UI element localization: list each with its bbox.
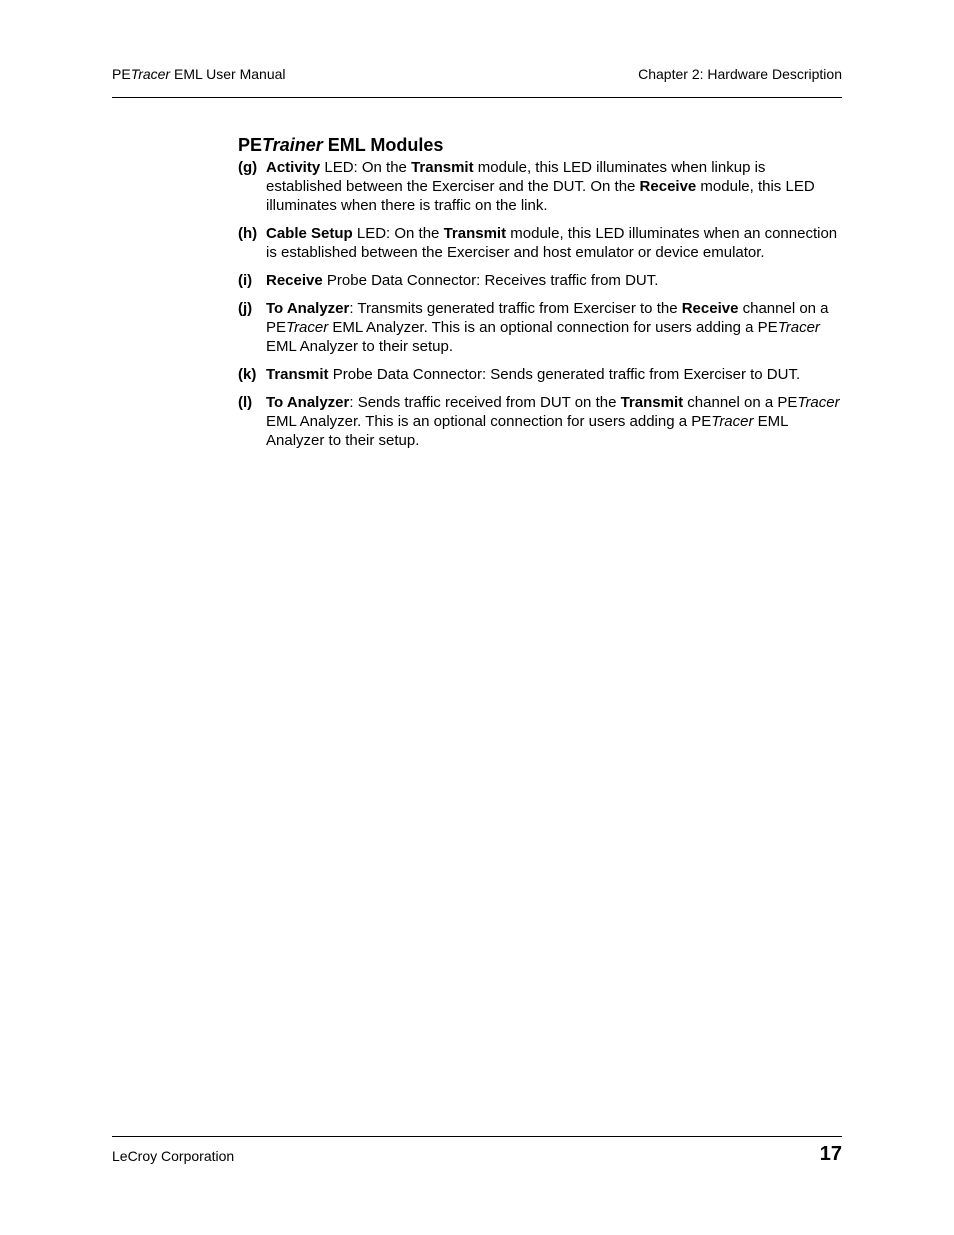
text-run: channel on a PE [266, 300, 829, 336]
text-run: EML Analyzer. This is an optional connection for users adding a PE [328, 319, 778, 336]
italic-term: Tracer [777, 319, 820, 336]
text-run: LED: On the [320, 159, 412, 176]
bold-term: Receive [681, 300, 739, 317]
text-run: Probe Data Connector: Receives traffic from DUT. [322, 272, 659, 289]
bold-term: Transmit [411, 159, 474, 176]
item-list [238, 158, 843, 459]
text-run: EML Analyzer to their setup. [266, 413, 788, 449]
section-title-suffix: EML Modules [322, 135, 444, 155]
list-item [238, 271, 843, 290]
section-title-italic: Trainer [262, 135, 323, 155]
item-text [266, 299, 843, 356]
italic-term: Tracer [711, 413, 754, 430]
text-run: Probe Data Connector: Sends generated traffic from Exerciser to DUT. [328, 366, 801, 383]
bold-term: Transmit [443, 225, 507, 242]
list-item [238, 158, 843, 215]
bold-term: To Analyzer [266, 394, 350, 411]
page-number: 17 [819, 1143, 842, 1165]
list-item [238, 393, 843, 450]
list-item [238, 299, 843, 356]
header-divider [112, 97, 842, 98]
item-label: (g) [238, 159, 258, 176]
item-label: (i) [238, 272, 253, 289]
item-text [266, 158, 843, 215]
text-run: module, this LED illuminates when there is traffic on the link. [266, 178, 815, 214]
header-title-suffix: EML User Manual [170, 66, 286, 82]
running-header-title [112, 66, 286, 82]
item-label: (l) [238, 394, 253, 411]
text-run: module, this LED illuminates when linkup is established between the Exerciser and the DUT. On the [266, 159, 766, 195]
italic-term: Tracer [797, 394, 840, 411]
italic-term: Tracer [286, 319, 329, 336]
bold-term: Receive [266, 272, 323, 289]
running-header-chapter: Chapter 2: Hardware Description [638, 66, 842, 82]
text-run: : Transmits generated traffic from Exerciser to the [349, 300, 682, 317]
item-label: (j) [238, 300, 253, 317]
section-title-prefix: PE [238, 135, 263, 155]
bold-term: Receive [639, 178, 697, 195]
text-run: : Sends traffic received from DUT on the [349, 394, 621, 411]
item-text [266, 224, 843, 262]
section-title [238, 135, 443, 156]
header-title-prefix: PE [112, 66, 131, 82]
text-run: LED: On the [352, 225, 444, 242]
item-text [266, 271, 843, 290]
footer-company: LeCroy Corporation [112, 1148, 235, 1164]
header-title-italic: Tracer [130, 66, 171, 82]
item-label: (h) [238, 225, 258, 242]
text-run: channel on a PE [683, 394, 798, 411]
item-text [266, 393, 843, 450]
bold-term: Activity [266, 159, 321, 176]
bold-term: To Analyzer [266, 300, 350, 317]
bold-term: Transmit [266, 366, 329, 383]
list-item [238, 365, 843, 384]
bold-term: Transmit [620, 394, 684, 411]
bold-term: Cable Setup [266, 225, 353, 242]
footer-divider [112, 1136, 842, 1137]
item-label: (k) [238, 366, 257, 383]
text-run: EML Analyzer. This is an optional connection for users adding a PE [266, 413, 712, 430]
text-run: EML Analyzer to their setup. [266, 338, 454, 355]
item-text [266, 365, 843, 384]
text-run: module, this LED illuminates when an connection is established between the Exerciser and host emulator or device emulator. [266, 225, 838, 261]
list-item [238, 224, 843, 262]
